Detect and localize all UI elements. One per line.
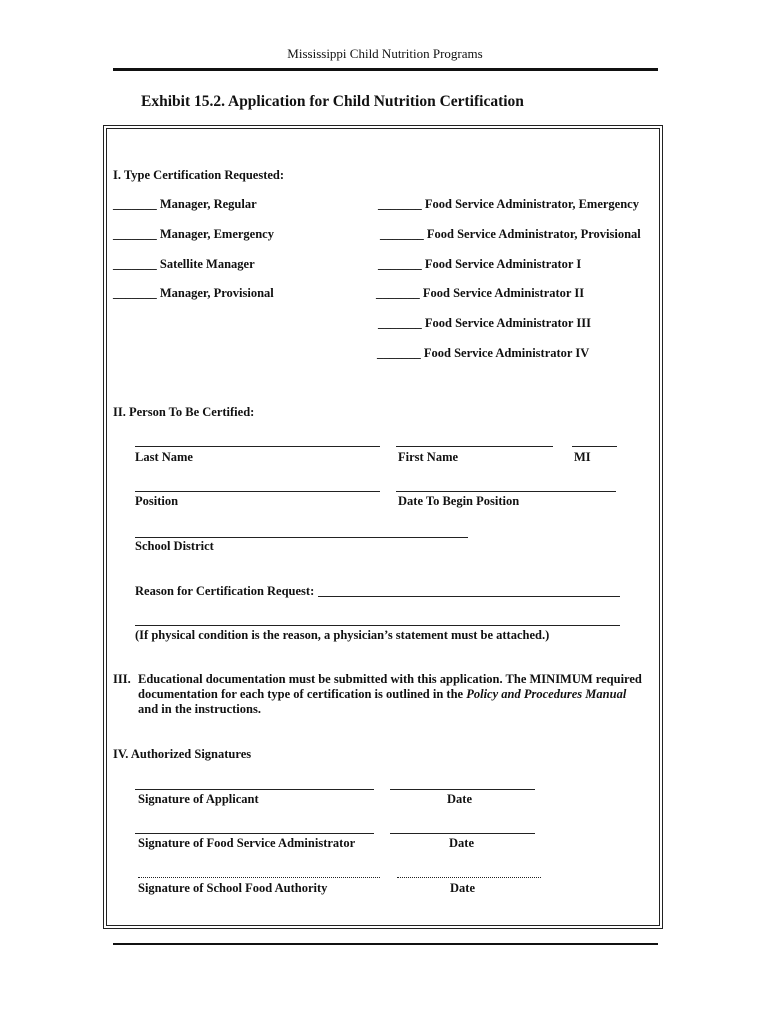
fsa-signature-label: Signature of Food Service Administrator (138, 836, 356, 850)
last-name-label: Last Name (135, 450, 193, 464)
fsa-date-label: Date (449, 836, 474, 850)
sfa-signature-label: Signature of School Food Authority (138, 881, 328, 895)
section-1-heading: I. Type Certification Requested: (113, 168, 285, 182)
option-fsa-i[interactable]: _______ Food Service Administrator I (378, 257, 582, 271)
first-name-label: First Name (398, 450, 459, 464)
option-manager-regular[interactable]: _______ Manager, Regular (113, 197, 257, 211)
option-manager-emergency[interactable]: _______ Manager, Emergency (113, 227, 274, 241)
policy-manual-title: Policy and Procedures Manual (466, 687, 627, 701)
fsa-date-field[interactable] (390, 833, 535, 834)
reason-label: Reason for Certification Request: (135, 584, 315, 598)
top-rule (113, 68, 658, 71)
bottom-rule (113, 943, 658, 945)
school-district-field[interactable] (135, 537, 468, 538)
date-begin-label: Date To Begin Position (398, 494, 520, 508)
option-fsa-emergency[interactable]: _______ Food Service Administrator, Emergency (378, 197, 639, 211)
mi-label: MI (574, 450, 591, 464)
sfa-date-field[interactable] (397, 877, 541, 878)
option-fsa-ii[interactable]: _______ Food Service Administrator II (376, 286, 585, 300)
section-4-heading: IV. Authorized Signatures (113, 747, 252, 761)
applicant-date-field[interactable] (390, 789, 535, 790)
first-name-field[interactable] (396, 446, 553, 447)
option-manager-provisional[interactable]: _______ Manager, Provisional (113, 286, 274, 300)
reason-field-2[interactable] (135, 625, 620, 626)
physician-note: (If physical condition is the reason, a physician’s statement must be attached.) (135, 628, 550, 642)
documentation-paragraph (138, 672, 648, 717)
applicant-date-label: Date (447, 792, 472, 806)
applicant-signature-label: Signature of Applicant (138, 792, 259, 806)
option-fsa-provisional[interactable]: _______ Food Service Administrator, Provisional (380, 227, 641, 241)
documentation-text-a: Educational documentation must be submitted with this application. The MINIMUM required documentation for each type of certification is outlined in the (138, 672, 642, 701)
option-fsa-iv[interactable]: _______ Food Service Administrator IV (377, 346, 590, 360)
page-title: Exhibit 15.2. Application for Child Nutrition Certification (141, 93, 524, 110)
option-fsa-iii[interactable]: _______ Food Service Administrator III (378, 316, 591, 330)
reason-field[interactable] (318, 596, 620, 597)
date-begin-field[interactable] (396, 491, 616, 492)
last-name-field[interactable] (135, 446, 380, 447)
position-field[interactable] (135, 491, 380, 492)
sfa-date-label: Date (450, 881, 475, 895)
fsa-signature-field[interactable] (135, 833, 374, 834)
position-label: Position (135, 494, 179, 508)
sfa-signature-field[interactable] (138, 877, 380, 878)
school-district-label: School District (135, 539, 214, 553)
applicant-signature-field[interactable] (135, 789, 374, 790)
section-3-number: III. (113, 672, 131, 686)
mi-field[interactable] (572, 446, 617, 447)
option-satellite-manager[interactable]: _______ Satellite Manager (113, 257, 255, 271)
section-2-heading: II. Person To Be Certified: (113, 405, 255, 419)
documentation-text-b: and in the instructions. (138, 702, 261, 716)
page-header: Mississippi Child Nutrition Programs (287, 46, 483, 61)
